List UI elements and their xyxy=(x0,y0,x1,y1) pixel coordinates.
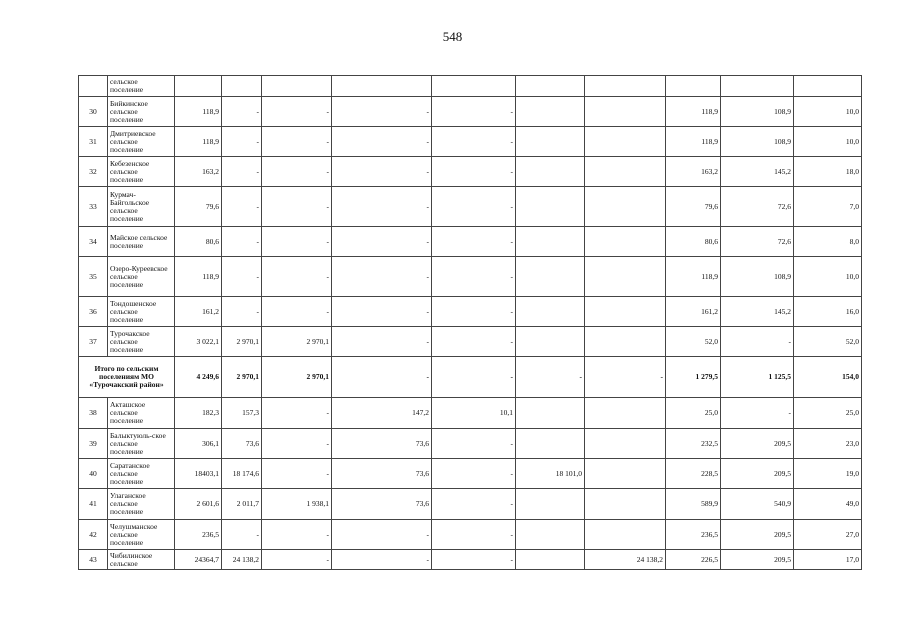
cell-col-3: 236,5 xyxy=(175,520,222,550)
cell-col-8 xyxy=(516,97,585,127)
cell-col-7: - xyxy=(432,257,516,297)
cell-col-12: 23,0 xyxy=(794,429,862,459)
row-name: Бийкинское сельское поселение xyxy=(108,97,175,127)
cell-col-11: 540,9 xyxy=(721,489,794,520)
cell-col-9: - xyxy=(585,357,666,398)
cell-col-12: 49,0 xyxy=(794,489,862,520)
row-name: Кебезенское сельское поселение xyxy=(108,157,175,187)
cell-col-8 xyxy=(516,227,585,257)
table-row xyxy=(79,550,862,570)
row-number: 38 xyxy=(79,398,108,429)
cell-col-9 xyxy=(585,76,666,97)
cell-col-7: - xyxy=(432,97,516,127)
cell-col-12: 52,0 xyxy=(794,327,862,357)
row-number: 42 xyxy=(79,520,108,550)
cell-col-11: 145,2 xyxy=(721,157,794,187)
cell-col-9 xyxy=(585,459,666,489)
cell-col-9 xyxy=(585,227,666,257)
table-row xyxy=(79,489,862,520)
row-number xyxy=(79,76,108,97)
cell-col-9 xyxy=(585,327,666,357)
row-name: Тондошенское сельское поселение xyxy=(108,297,175,327)
cell-col-10: 118,9 xyxy=(666,257,721,297)
cell-col-8 xyxy=(516,257,585,297)
cell-col-5: - xyxy=(262,550,332,570)
cell-col-11: - xyxy=(721,327,794,357)
cell-col-5: 2 970,1 xyxy=(262,357,332,398)
cell-col-7: - xyxy=(432,157,516,187)
table-row xyxy=(79,187,862,227)
cell-col-7: - xyxy=(432,327,516,357)
cell-col-11: 145,2 xyxy=(721,297,794,327)
cell-col-10: 1 279,5 xyxy=(666,357,721,398)
cell-col-9 xyxy=(585,127,666,157)
cell-col-11: 108,9 xyxy=(721,97,794,127)
cell-col-7: - xyxy=(432,187,516,227)
cell-col-10 xyxy=(666,76,721,97)
cell-col-10: 236,5 xyxy=(666,520,721,550)
cell-col-6: - xyxy=(332,327,432,357)
cell-col-3: 24364,7 xyxy=(175,550,222,570)
total-row xyxy=(79,357,862,398)
row-name: Майское сельское поселение xyxy=(108,227,175,257)
page-number: 548 xyxy=(442,29,463,44)
cell-col-10: 589,9 xyxy=(666,489,721,520)
cell-col-12: 27,0 xyxy=(794,520,862,550)
row-number: 33 xyxy=(79,187,108,227)
cell-col-12: 10,0 xyxy=(794,127,862,157)
cell-col-4: - xyxy=(222,187,262,227)
cell-col-11: 72,6 xyxy=(721,227,794,257)
cell-col-10: 79,6 xyxy=(666,187,721,227)
cell-col-12: 25,0 xyxy=(794,398,862,429)
cell-col-7: - xyxy=(432,550,516,570)
cell-col-4: - xyxy=(222,157,262,187)
cell-col-12: 10,0 xyxy=(794,97,862,127)
row-number: 32 xyxy=(79,157,108,187)
row-name: Турочакское сельское поселение xyxy=(108,327,175,357)
cell-col-10: 232,5 xyxy=(666,429,721,459)
cell-col-12: 17,0 xyxy=(794,550,862,570)
cell-col-12: 7,0 xyxy=(794,187,862,227)
cell-col-11: 209,5 xyxy=(721,429,794,459)
cell-col-10: 226,5 xyxy=(666,550,721,570)
cell-col-5: - xyxy=(262,227,332,257)
cell-col-11 xyxy=(721,76,794,97)
cell-col-9 xyxy=(585,257,666,297)
cell-col-6 xyxy=(332,76,432,97)
cell-col-5 xyxy=(262,76,332,97)
cell-col-6: - xyxy=(332,187,432,227)
cell-col-5: - xyxy=(262,297,332,327)
cell-col-9 xyxy=(585,297,666,327)
cell-col-6: - xyxy=(332,227,432,257)
cell-col-7: - xyxy=(432,297,516,327)
cell-col-3: 163,2 xyxy=(175,157,222,187)
cell-col-8 xyxy=(516,157,585,187)
cell-col-3 xyxy=(175,76,222,97)
table-row xyxy=(79,429,862,459)
table-row xyxy=(79,520,862,550)
table-row xyxy=(79,127,862,157)
row-name: Челушманское сельское поселение xyxy=(108,520,175,550)
cell-col-5: - xyxy=(262,398,332,429)
cell-col-7: - xyxy=(432,127,516,157)
cell-col-4: 24 138,2 xyxy=(222,550,262,570)
cell-col-5: - xyxy=(262,257,332,297)
cell-col-8 xyxy=(516,187,585,227)
row-number: 43 xyxy=(79,550,108,570)
cell-col-8 xyxy=(516,76,585,97)
table-body xyxy=(79,76,862,570)
cell-col-11: 209,5 xyxy=(721,550,794,570)
cell-col-4: 157,3 xyxy=(222,398,262,429)
cell-col-4: 2 970,1 xyxy=(222,357,262,398)
cell-col-6: - xyxy=(332,97,432,127)
row-number: 40 xyxy=(79,459,108,489)
cell-col-10: 118,9 xyxy=(666,97,721,127)
cell-col-7: - xyxy=(432,429,516,459)
cell-col-4: - xyxy=(222,97,262,127)
cell-col-3: 161,2 xyxy=(175,297,222,327)
cell-col-12: 8,0 xyxy=(794,227,862,257)
cell-col-3: 118,9 xyxy=(175,97,222,127)
row-name: Улаганское сельское поселение xyxy=(108,489,175,520)
cell-col-3: 2 601,6 xyxy=(175,489,222,520)
cell-col-9 xyxy=(585,398,666,429)
cell-col-6: 73,6 xyxy=(332,429,432,459)
cell-col-5: - xyxy=(262,187,332,227)
cell-col-5: 1 938,1 xyxy=(262,489,332,520)
cell-col-9: 24 138,2 xyxy=(585,550,666,570)
cell-col-6: 147,2 xyxy=(332,398,432,429)
budget-table xyxy=(78,75,862,570)
cell-col-8 xyxy=(516,127,585,157)
row-name: Курмач-Байгольское сельское поселение xyxy=(108,187,175,227)
row-name: Саратанское сельское поселение xyxy=(108,459,175,489)
cell-col-4: - xyxy=(222,520,262,550)
cell-col-12 xyxy=(794,76,862,97)
cell-col-11: 72,6 xyxy=(721,187,794,227)
cell-col-10: 228,5 xyxy=(666,459,721,489)
cell-col-3: 3 022,1 xyxy=(175,327,222,357)
cell-col-6: - xyxy=(332,520,432,550)
cell-col-4: 2 011,7 xyxy=(222,489,262,520)
cell-col-7: - xyxy=(432,357,516,398)
cell-col-5: 2 970,1 xyxy=(262,327,332,357)
row-number: 31 xyxy=(79,127,108,157)
row-number: 39 xyxy=(79,429,108,459)
cell-col-4: - xyxy=(222,127,262,157)
cell-col-8 xyxy=(516,398,585,429)
cell-col-11: 1 125,5 xyxy=(721,357,794,398)
cell-col-6: - xyxy=(332,257,432,297)
cell-col-8 xyxy=(516,327,585,357)
cell-col-9 xyxy=(585,489,666,520)
cell-col-11: 209,5 xyxy=(721,459,794,489)
cell-col-12: 16,0 xyxy=(794,297,862,327)
cell-col-11: - xyxy=(721,398,794,429)
row-number: 35 xyxy=(79,257,108,297)
cell-col-9 xyxy=(585,97,666,127)
cell-col-10: 118,9 xyxy=(666,127,721,157)
cell-col-6: 73,6 xyxy=(332,459,432,489)
cell-col-3: 306,1 xyxy=(175,429,222,459)
cell-col-7: - xyxy=(432,489,516,520)
cell-col-7: - xyxy=(432,227,516,257)
cell-col-9 xyxy=(585,429,666,459)
row-number: 30 xyxy=(79,97,108,127)
row-number: 41 xyxy=(79,489,108,520)
cell-col-5: - xyxy=(262,127,332,157)
row-name: Акташское сельское поселение xyxy=(108,398,175,429)
table-row xyxy=(79,97,862,127)
cell-col-9 xyxy=(585,520,666,550)
cell-col-9 xyxy=(585,157,666,187)
cell-col-7: - xyxy=(432,520,516,550)
row-name: Итого по сельским поселениям МО «Турочакский район» xyxy=(79,357,175,398)
cell-col-3: 182,3 xyxy=(175,398,222,429)
table-row xyxy=(79,327,862,357)
row-name: Балыктуюль-ское сельское поселение xyxy=(108,429,175,459)
cell-col-3: 4 249,6 xyxy=(175,357,222,398)
row-name: Дмитриевское сельское поселение xyxy=(108,127,175,157)
cell-col-6: - xyxy=(332,157,432,187)
table-row xyxy=(79,257,862,297)
cell-col-4: 18 174,6 xyxy=(222,459,262,489)
cell-col-8 xyxy=(516,297,585,327)
cell-col-10: 80,6 xyxy=(666,227,721,257)
cell-col-6: 73,6 xyxy=(332,489,432,520)
cell-col-4 xyxy=(222,76,262,97)
cell-col-4: - xyxy=(222,227,262,257)
cell-col-5: - xyxy=(262,520,332,550)
cell-col-6: - xyxy=(332,550,432,570)
cell-col-5: - xyxy=(262,429,332,459)
cell-col-5: - xyxy=(262,459,332,489)
cell-col-6: - xyxy=(332,357,432,398)
cell-col-12: 154,0 xyxy=(794,357,862,398)
cell-col-7 xyxy=(432,76,516,97)
cell-col-12: 10,0 xyxy=(794,257,862,297)
cell-col-8 xyxy=(516,520,585,550)
cell-col-3: 118,9 xyxy=(175,127,222,157)
cell-col-7: 10,1 xyxy=(432,398,516,429)
cell-col-9 xyxy=(585,187,666,227)
cell-col-8: 18 101,0 xyxy=(516,459,585,489)
cell-col-12: 18,0 xyxy=(794,157,862,187)
cell-col-5: - xyxy=(262,97,332,127)
cell-col-10: 52,0 xyxy=(666,327,721,357)
row-name: сельское поселение xyxy=(108,76,175,97)
cell-col-6: - xyxy=(332,127,432,157)
cell-col-11: 108,9 xyxy=(721,257,794,297)
table-row xyxy=(79,459,862,489)
cell-col-3: 18403,1 xyxy=(175,459,222,489)
row-number: 36 xyxy=(79,297,108,327)
cell-col-12: 19,0 xyxy=(794,459,862,489)
cell-col-4: - xyxy=(222,297,262,327)
cell-col-10: 163,2 xyxy=(666,157,721,187)
cell-col-3: 118,9 xyxy=(175,257,222,297)
table-row xyxy=(79,297,862,327)
cell-col-4: 2 970,1 xyxy=(222,327,262,357)
cell-col-3: 80,6 xyxy=(175,227,222,257)
row-number: 34 xyxy=(79,227,108,257)
table-row xyxy=(79,227,862,257)
cell-col-3: 79,6 xyxy=(175,187,222,227)
row-number: 37 xyxy=(79,327,108,357)
cell-col-7: - xyxy=(432,459,516,489)
cell-col-6: - xyxy=(332,297,432,327)
table-row xyxy=(79,157,862,187)
cell-col-5: - xyxy=(262,157,332,187)
cell-col-10: 25,0 xyxy=(666,398,721,429)
cell-col-4: - xyxy=(222,257,262,297)
cell-col-11: 108,9 xyxy=(721,127,794,157)
cell-col-8 xyxy=(516,429,585,459)
cell-col-8 xyxy=(516,489,585,520)
table-row xyxy=(79,398,862,429)
cell-col-8 xyxy=(516,550,585,570)
cell-col-4: 73,6 xyxy=(222,429,262,459)
cell-col-11: 209,5 xyxy=(721,520,794,550)
row-name: Чибилинское сельское xyxy=(108,550,175,570)
row-name: Озеро-Куреевское сельское поселение xyxy=(108,257,175,297)
cell-col-10: 161,2 xyxy=(666,297,721,327)
cell-col-8: - xyxy=(516,357,585,398)
table-row xyxy=(79,76,862,97)
